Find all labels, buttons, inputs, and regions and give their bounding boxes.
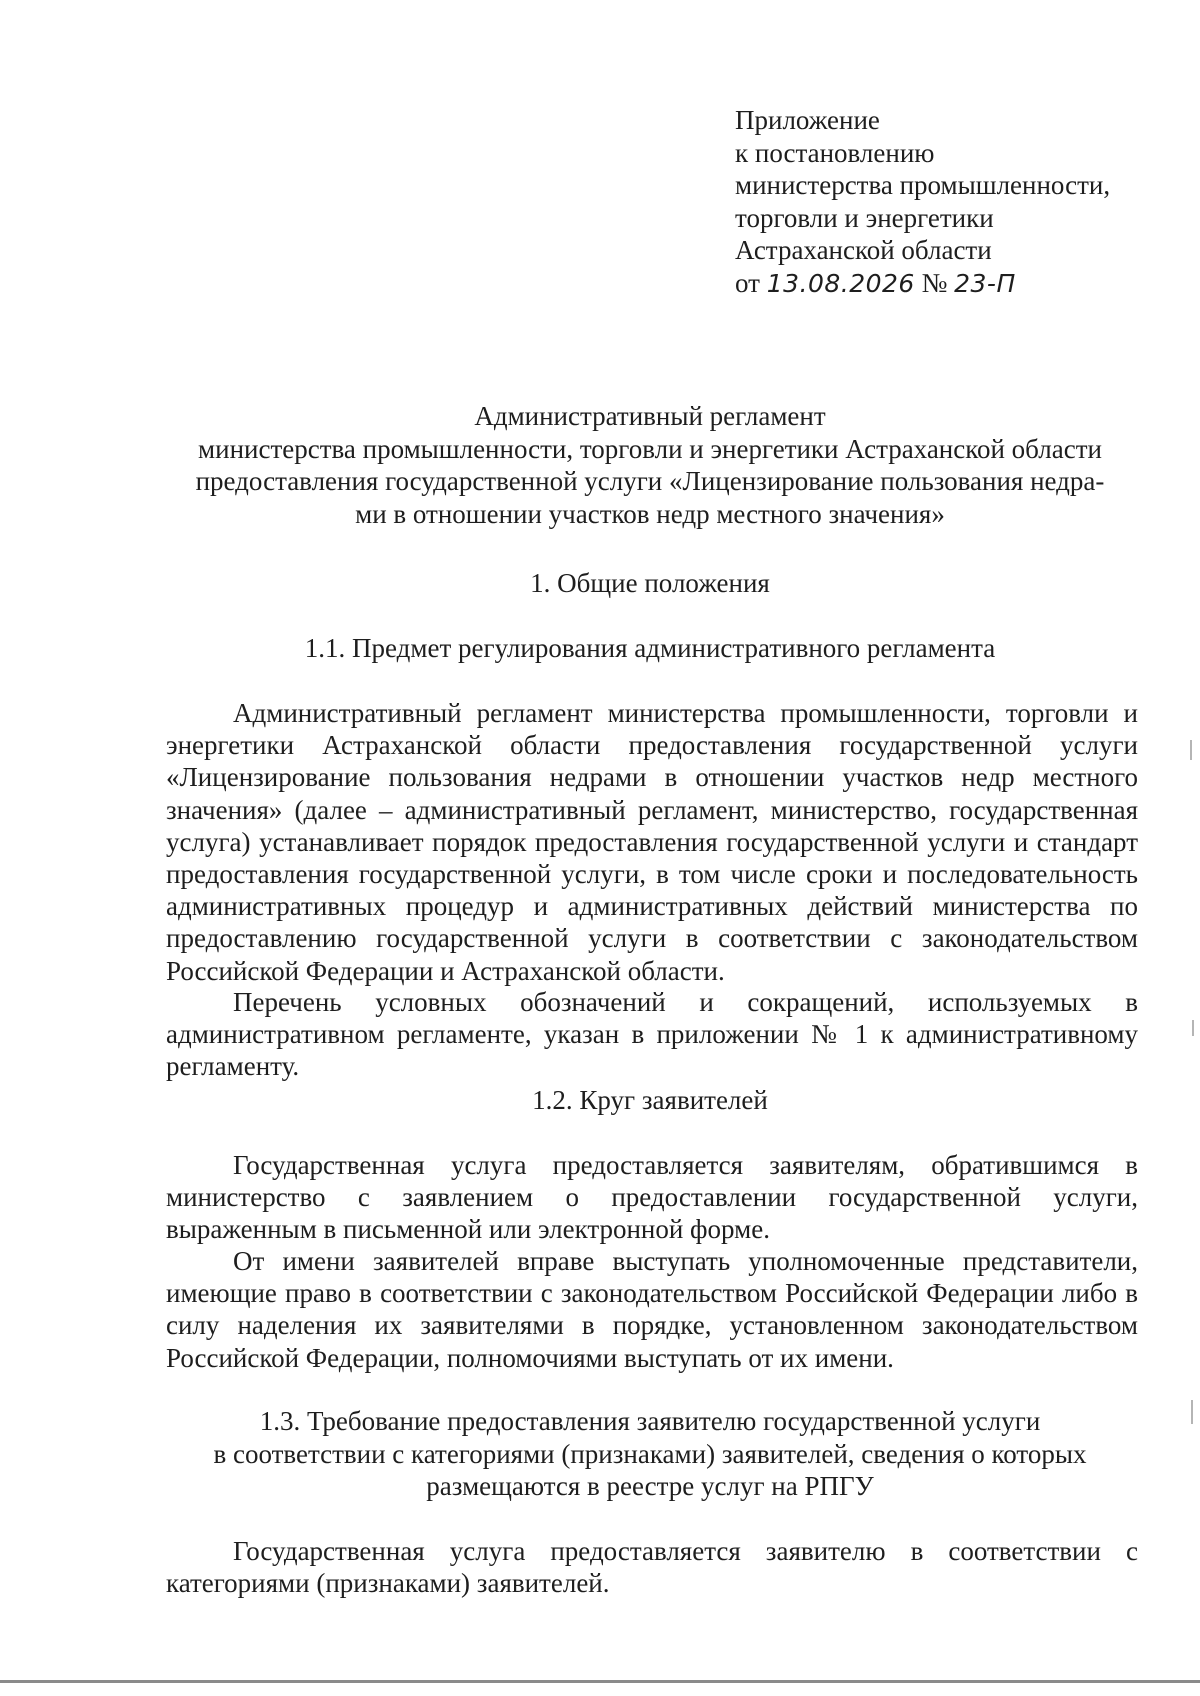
appendix-line: к постановлению: [735, 137, 935, 168]
paragraph: Перечень условных обозначений и сокращений, используемых в административном регламенте, указан в приложении № 1 к административному регламенту.: [166, 987, 1138, 1082]
paragraph: Государственная услуга предоставляется заявителям, обратившимся в министерство с заявлением о предоставлении государственной услуги, выраженным в письменной или электронной форме.: [166, 1150, 1138, 1245]
scan-artifact: [1192, 1020, 1194, 1036]
appendix-line: Астраханской области: [735, 235, 992, 266]
paragraph: От имени заявителей вправе выступать уполномоченные представители, имеющие право в соответствии с законодательством Российской Федерации либо в силу наделения их заявителями в порядке, установленном законодательством Российской Федерации, полномочиями выступать от их имени.: [166, 1246, 1138, 1373]
appendix-line: Приложение: [735, 105, 880, 135]
heading-line: 1.3. Требование предоставления заявителю государственной услуги: [259, 1406, 1041, 1436]
appendix-date-line: [735, 267, 1110, 301]
appendix-line: торговли и энергетики: [735, 202, 994, 233]
scan-artifact: [1190, 740, 1192, 760]
paragraph: Государственная услуга предоставляется заявителю в соответствии с категориями (признаками) заявителей.: [166, 1536, 1138, 1599]
heading-line: в соответствии с категориями (признаками) заявителей, сведения о которых: [213, 1438, 1087, 1469]
number-sign: №: [921, 267, 948, 298]
title-line: Административный регламент: [474, 401, 826, 431]
title-line: министерства промышленности, торговли и энергетики Астраханской области: [198, 433, 1102, 464]
page-bottom-edge: [0, 1680, 1200, 1683]
title-line: ми в отношении участков недр местного значения»: [355, 498, 945, 529]
heading-line: размещаются в реестре услуг на РПГУ: [426, 1471, 874, 1501]
date-prefix: от: [735, 267, 760, 298]
section-heading: 1. Общие положения: [530, 568, 770, 598]
document-title: [160, 400, 1140, 530]
appendix-line: министерства промышленности,: [735, 170, 1111, 201]
handwritten-number: 23-П: [954, 268, 1016, 298]
scan-artifact: [1191, 1400, 1193, 1424]
handwritten-date: 13.08.2026: [766, 268, 915, 298]
subsection-heading: 1.1. Предмет регулирования административного регламента: [304, 633, 996, 663]
subsection-heading: 1.2. Круг заявителей: [532, 1085, 768, 1115]
subsection-heading: [160, 1405, 1140, 1503]
title-line: предоставления государственной услуги «Лицензирование пользования недра-: [195, 466, 1105, 496]
appendix-block: [735, 104, 1110, 301]
paragraph: Административный регламент министерства промышленности, торговли и энергетики Астраханской области предоставления государственной услуги «Лицензирование пользования недрами в отношении участков недр местного значения» (далее – административный регламент, министерство, государственная услуга) устанавливает порядок предоставления государственной услуги и стандарт предоставления государственной услуги, в том числе сроки и последовательность административных процедур и административных действий министерства по предоставлению государственной услуги в соответствии с законодательством Российской Федерации и Астраханской области.: [166, 698, 1138, 986]
